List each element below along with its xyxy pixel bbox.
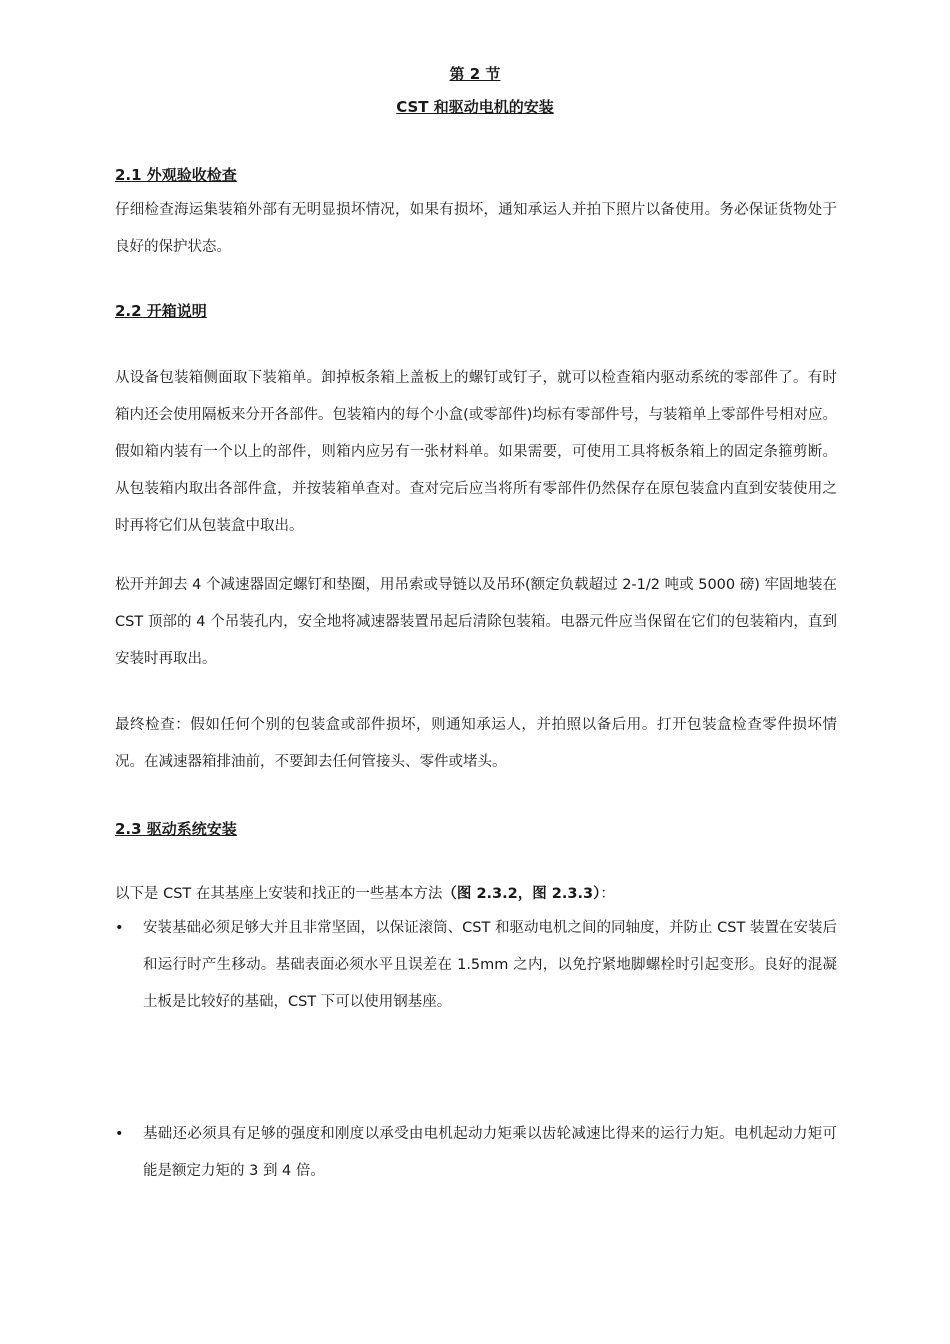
- paragraph-2-2-c: 最终检查：假如任何个别的包装盒或部件损坏，则通知承运人，并拍照以备后用。打开包装盒检查零件损坏情况。在减速器箱排油前，不要卸去任何管接头、零件或堵头。: [115, 717, 837, 770]
- intro-colon: ：: [600, 886, 615, 902]
- list-item-text: 安装基础必须足够大并且非常坚固，以保证滚筒、CST 和驱动电机之间的同轴度，并防止 CST 装置在安装后和运行时产生移动。基础表面必须水平且误差在 1.5mm 之内，以免拧紧地脚螺栓时引起变形。良好的混凝土板是比较好的基础，CST 下可以使用钢基座。: [143, 920, 837, 1010]
- bullet-icon: •: [115, 920, 124, 936]
- list-item: [115, 1116, 837, 1190]
- heading-2-3: 2.3 驱动系统安装: [115, 820, 237, 838]
- paragraph-2-2-a: 从设备包装箱侧面取下装箱单。卸掉板条箱上盖板上的螺钉或钉子，就可以检查箱内驱动系统的零部件了。有时箱内还会使用隔板来分开各部件。包装箱内的每个小盒(或零部件)均标有零部件号，与装箱单上零部件号相对应。假如箱内装有一个以上的部件，则箱内应另有一张材料单。如果需要，可使用工具将板条箱上的固定条箍剪断。从包装箱内取出各部件盒，并按装箱单查对。查对完后应当将所有零部件仍然保存在原包装盒内直到安装使用之时再将它们从包装盒中取出。: [115, 370, 837, 534]
- list-item-text: 基础还必须具有足够的强度和刚度以承受由电机起动力矩乘以齿轮减速比得来的运行力矩。电机起动力矩可能是额定力矩的 3 到 4 倍。: [143, 1126, 837, 1179]
- section-number-title: 第 2 节: [449, 65, 501, 83]
- section-title: CST 和驱动电机的安装: [396, 98, 554, 116]
- heading-2-1: 2.1 外观验收检查: [115, 166, 237, 184]
- paragraph-2-3-intro: [115, 876, 837, 913]
- paragraph-2-1: 仔细检查海运集装箱外部有无明显损坏情况，如果有损坏，通知承运人并拍下照片以备使用。务必保证货物处于良好的保护状态。: [115, 202, 837, 255]
- figure-reference: （图 2.3.2，图 2.3.3）: [442, 886, 601, 902]
- list-item: [115, 910, 837, 1021]
- intro-text: 以下是 CST 在其基座上安装和找正的一些基本方法: [115, 886, 443, 902]
- heading-2-2: 2.2 开箱说明: [115, 302, 207, 320]
- bullet-icon: •: [115, 1126, 124, 1142]
- paragraph-2-2-b: 松开并卸去 4 个减速器固定螺钉和垫圈，用吊索或导链以及吊环(额定负载超过 2-1/2 吨或 5000 磅) 牢固地装在 CST 顶部的 4 个吊装孔内，安全地将减速器装置吊起后清除包装箱。电器元件应当保留在它们的包装箱内，直到安装时再取出。: [115, 577, 837, 667]
